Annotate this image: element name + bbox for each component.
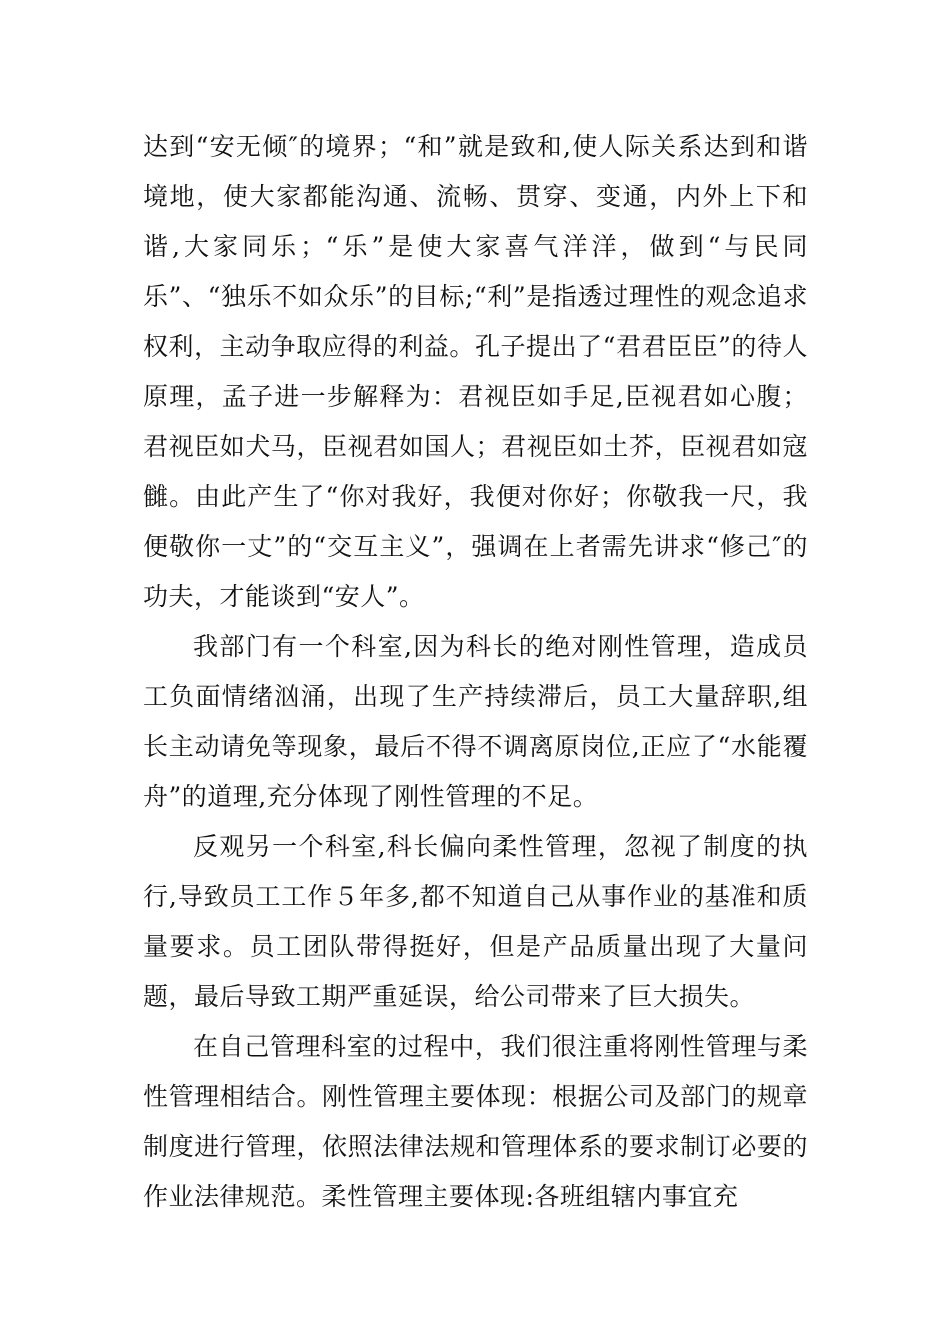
paragraph-2: 我部门有一个科室,因为科长的绝对刚性管理，造成员工负面情绪汹涌，出现了生产持续滞后，员工大量辞职,组长主动请免等现象，最后不得不调离原岗位,正应了“水能覆舟”的道理,充分体现了刚性管理的不足。 [143, 632, 808, 811]
paragraph-3: 反观另一个科室,科长偏向柔性管理，忽视了制度的执行,导致员工工作５年多,都不知道自己从事作业的基准和质量要求。员工团队带得挺好，但是产品质量出现了大量问题，最后导致工期严重延误，给公司带来了巨大损失。 [143, 832, 808, 1011]
paragraph-4: 在自己管理科室的过程中，我们很注重将刚性管理与柔性管理相结合。刚性管理主要体现：根据公司及部门的规章制度进行管理，依照法律法规和管理体系的要求制订必要的作业法律规范。柔性管理主要体现:各班组辖内事宜充 [143, 1032, 808, 1211]
document-body [143, 122, 808, 1222]
paragraph-1: 达到“安无倾″的境界；“和”就是致和,使人际关系达到和谐境地，使大家都能沟通、流畅、贯穿、变通，内外上下和谐,大家同乐；“乐”是使大家喜气洋洋，做到“与民同乐”、“独乐不如众乐”的目标;“利”是指透过理性的观念追求权利，主动争取应得的利益。孔子提出了“君君臣臣”的待人原理，孟子进一步解释为：君视臣如手足,臣视君如心腹；君视臣如犬马，臣视君如国人；君视臣如土芥，臣视君如寇雠。由此产生了“你对我好，我便对你好；你敬我一尺，我便敬你一丈”的“交互主义”，强调在上者需先讲求“修己″的功夫，才能谈到“安人”。 [143, 132, 808, 611]
